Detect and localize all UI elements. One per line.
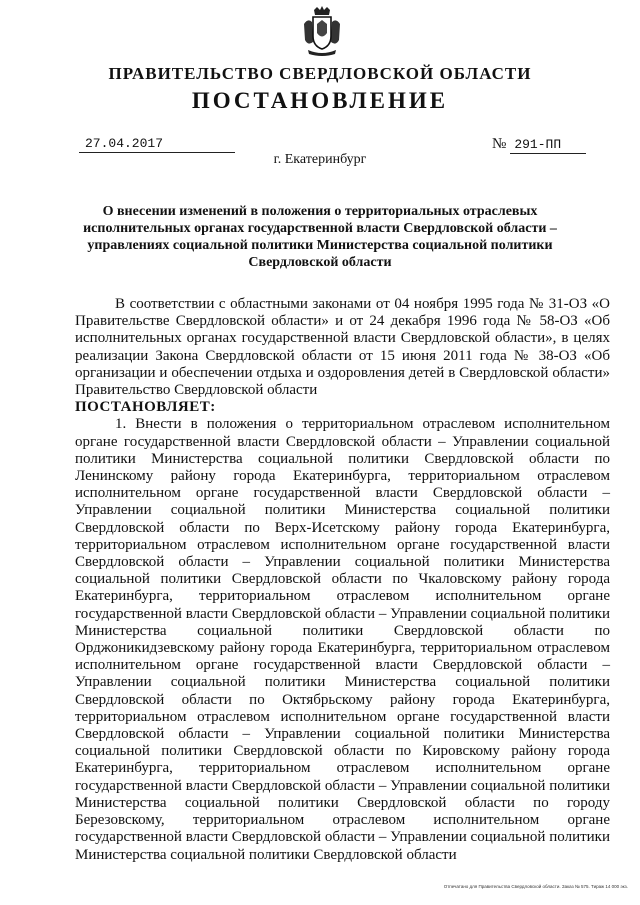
document-type: ПОСТАНОВЛЕНИЕ [191, 88, 449, 113]
coat-of-arms-icon [302, 6, 342, 58]
print-footer: Отпечатано для Правительства Свердловской области. Заказ № 575. Тираж 14 000 экз. [443, 884, 628, 889]
document-number: 291-ПП [510, 136, 586, 154]
document-title: О внесении изменений в положения о территориальных отраслевых исполнительных органах государственной власти Свердловской области – управлениях социальной политики Министерства социальной политики Свердловской области [83, 204, 557, 270]
document-body [75, 296, 610, 864]
document-date: 27.04.2017 [79, 136, 235, 153]
preamble-paragraph: В соответствии с областными законами от 04 ноября 1995 года № 31-ОЗ «О Правительстве Свердловской области» и от 24 декабря 1996 года № 58-ОЗ «Об исполнительных органах государственной власти Свердловской области», в целях реализации Закона Свердловской области от 15 июня 2011 года № 38-ОЗ «Об организации и обеспечении отдыха и оздоровления детей в Свердловской области» Правительство Свердловской области [75, 296, 610, 399]
decree-heading: ПОСТАНОВЛЯЕТ: [75, 399, 216, 416]
paragraph-1: 1. Внести в положения о территориальном отраслевом исполнительном органе государственной власти Свердловской области – Управлении социальной политики Министерства социальной политики Свердловской области по Ленинскому району города Екатеринбурга, территориальном отраслевом исполнительном органе государственной власти Свердловской области – Управлении социальной политики Министерства социальной политики Свердловской области по Верх-Исетскому району города Екатеринбурга, территориальном отраслевом исполнительном органе государственной власти Свердловской области – Управлении социальной политики Министерства социальной политики Свердловской области по Чкаловскому району города Екатеринбурга, территориальном отраслевом исполнительном органе государственной власти Свердловской области – Управлении социальной политики Министерства социальной политики Свердловской области по Орджоникидзевскому району города Екатеринбурга, территориальном отраслевом исполнительном органе государственной власти Свердловской области – Управлении социальной политики Министерства социальной политики Свердловской области по Октябрьскому району города Екатеринбурга, территориальном отраслевом исполнительном органе государственной власти Свердловской области – Управлении социальной политики Министерства социальной политики Свердловской области по Кировскому району города Екатеринбурга, территориальном отраслевом исполнительном органе государственной власти Свердловской области – Управлении социальной политики Министерства социальной политики Свердловской области по городу Березовскому, территориальном отраслевом исполнительном органе государственной власти Свердловской области – Управлении социальной политики Министерства социальной политики Свердловской области [75, 416, 610, 863]
document-city: г. Екатеринбург [273, 152, 367, 167]
organization-name: ПРАВИТЕЛЬСТВО СВЕРДЛОВСКОЙ ОБЛАСТИ [108, 64, 532, 83]
number-sign: № [492, 136, 507, 152]
